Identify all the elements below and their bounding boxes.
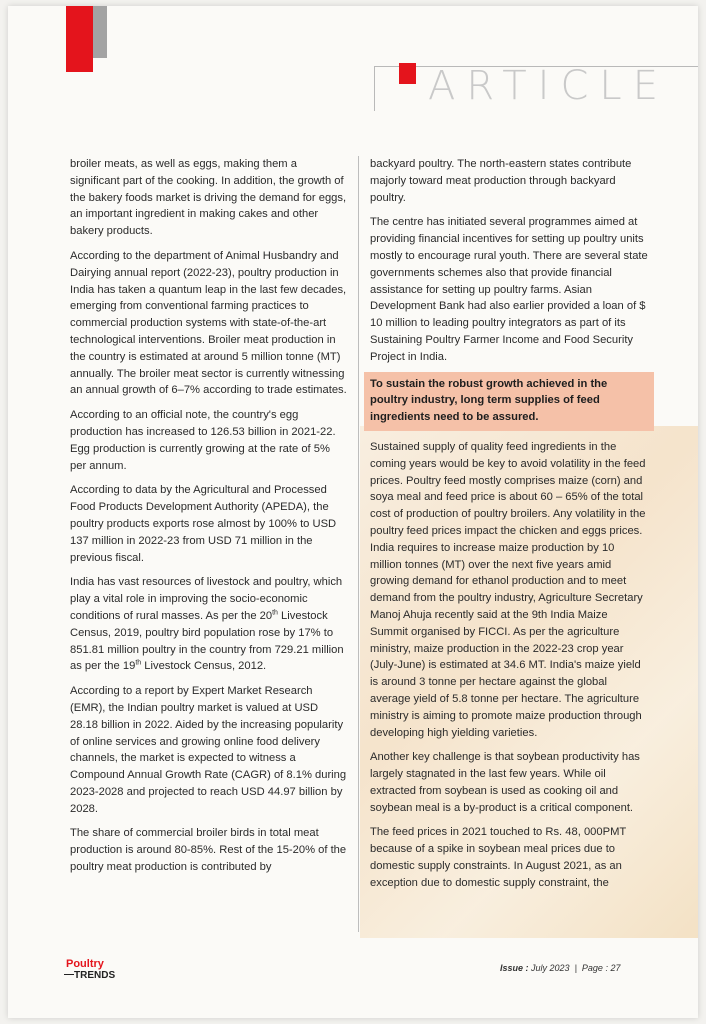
- section-title: ARTICLE: [428, 63, 669, 109]
- paragraph: The centre has initiated several programmes aimed at providing financial incentives for setting up poultry units mostly to encourage rural youth. There are several state governments schemes also that provide financial assistance for setting up poultry farms. Asian Development Bank had also earlier provided a loan of $ 10 million to leading poultry integrators as part of its Sustaining Poultry Farmer Income and Food Security Project in India.: [370, 216, 648, 363]
- issue-info: [500, 963, 620, 973]
- separator: |: [574, 963, 577, 973]
- superscript: th: [272, 609, 278, 617]
- column-divider: [358, 156, 359, 932]
- red-square-mark: [399, 63, 416, 84]
- text-run: Livestock Census, 2012.: [141, 660, 267, 673]
- paragraph: According to the department of Animal Husbandry and Dairying annual report (2022-23), poultry production in India has taken a quantum leap in the last few decades, emerging from conventional farming practices to commercial production systems with state-of-the-art technological interventions. Broiler meat production in the country is estimated at around 5 million tonne (MT) annually. The broiler meat sector is currently witnessing an annual growth of 6–7% according to trade estimates.: [70, 249, 347, 397]
- paragraph: According to a report by Expert Market Research (EMR), the Indian poultry market is valued at USD 28.18 billion in 2022. Aided by the increasing popularity of online services and growing online food delivery channels, the market is expected to witness a Compound Annual Growth Rate (CAGR) of 8.1% during 2023-2028 and projected to reach USD 44.97 billion by 2028.: [70, 685, 347, 815]
- text-run: Livestock Census, 2019, poultry bird population rose by 17% to 851.81 million poultry in the country from 729.21 million as per the 19: [70, 609, 344, 673]
- right-column: [370, 156, 648, 900]
- highlight-callout: To sustain the robust growth achieved in the poultry industry, long term supplies of feed ingredients need to be assured.: [364, 372, 654, 431]
- page-number: Page : 27: [581, 963, 621, 973]
- text-run: India has vast resources of livestock and poultry, which play a vital role in improving the socio-economic conditions of rural masses. As per the 20: [70, 576, 343, 622]
- logo-word-poultry: Poultry: [66, 958, 104, 970]
- paragraph: According to an official note, the country's egg production has increased to 126.53 billion in 2021-22. Egg production is currently growing at the rate of 5% per annum.: [70, 409, 336, 472]
- issue-label: Issue :: [500, 963, 532, 973]
- red-accent-bar: [66, 6, 93, 72]
- paragraph: According to data by the Agricultural and Processed Food Products Development Authority (APEDA), the poultry products exports rose almost by 100% to USD 137 million in 2022-23 from USD 71 million in the previous fiscal.: [70, 484, 337, 564]
- gray-accent-bar: [93, 6, 107, 58]
- logo-word-trends: TRENDS: [74, 970, 116, 981]
- magazine-page: [8, 6, 698, 1018]
- left-column: [70, 156, 348, 884]
- publication-logo: [66, 958, 115, 981]
- paragraph: broiler meats, as well as eggs, making them a significant part of the cooking. In addition, the growth of the bakery foods market is driving the demand for eggs, an important ingredient in making cakes and other bakery products.: [70, 158, 347, 238]
- paragraph: The feed prices in 2021 touched to Rs. 48, 000PMT because of a spike in soybean meal prices due to domestic supply constraints. In August 2021, as an exception due to domestic supply constraint, the: [370, 826, 627, 889]
- paragraph: backyard poultry. The north-eastern states contribute majorly toward meat production through backyard poultry.: [370, 158, 632, 204]
- superscript: th: [135, 659, 142, 667]
- issue-date: July 2023: [531, 963, 570, 973]
- census-paragraph: [70, 574, 348, 675]
- logo-rule: [64, 974, 74, 975]
- paragraph: Sustained supply of quality feed ingredients in the coming years would be key to avoid volatility in the feed prices. Poultry feed mostly comprises maize (corn) and soya meal and feed price is about 60 – 65% of the total cost of production of poultry broilers. Any volatility in the poultry feed prices impact the chicken and eggs prices. India requires to increase maize production by 10 million tonnes (MT) over the next five years amid growing demand for ethanol production and to meet demand from the poultry industry, Agriculture Secretary Manoj Ahuja recently said at the 9th India Maize Summit organised by FICCI. As per the agriculture ministry, maize production in the 2022-23 crop year (July-June) is estimated at 34.6 MT. India's maize yield is around 3 tonne per hectare against the global average yield of 5.8 tonne per hectare. The agriculture ministry is aiming to promote maize production through developing high yielding varieties.: [370, 440, 646, 739]
- paragraph: The share of commercial broiler birds in total meat production is around 80-85%. Rest of the 15-20% of the poultry meat production is contributed by: [70, 827, 347, 874]
- paragraph: Another key challenge is that soybean productivity has largely stagnated in the last few years. While oil extracted from soybean is used as cooking oil and soybean meal is a by-product is a critical component.: [370, 751, 640, 814]
